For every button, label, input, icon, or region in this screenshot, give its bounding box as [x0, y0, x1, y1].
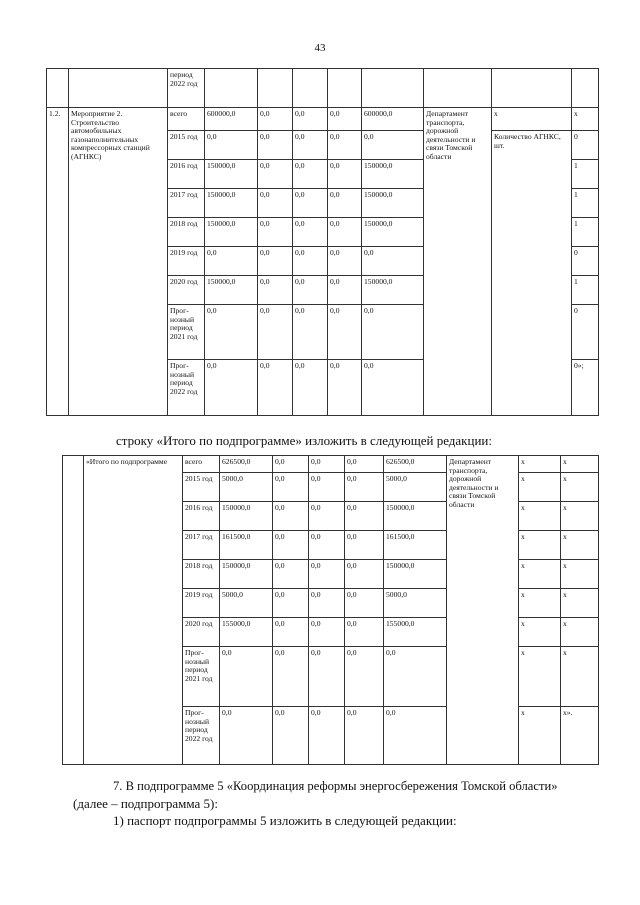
local-value: 0,0 [328, 189, 362, 218]
total-value: 150000,0 [220, 502, 273, 531]
extra-value: 150000,0 [362, 189, 424, 218]
regional-value: 0,0 [293, 276, 328, 305]
extra-value: 0,0 [362, 305, 424, 360]
regional-value: 0,0 [309, 502, 345, 531]
row-label: всего [168, 108, 205, 131]
total-value: 150000,0 [205, 218, 258, 247]
federal-value: 0,0 [258, 276, 293, 305]
indicator-value: 0 [572, 247, 599, 276]
row-label: 2017 год [183, 531, 220, 560]
indicator-value: 1 [572, 160, 599, 189]
total-value: 155000,0 [220, 618, 273, 647]
local-value: 0,0 [345, 473, 384, 502]
total-value: 0,0 [205, 247, 258, 276]
table-subprogram-activity [46, 68, 599, 416]
page-number: 43 [314, 42, 326, 54]
indicator-name: x [519, 502, 561, 531]
row-label: 2017 год [168, 189, 205, 218]
indicator-value: 0 [572, 305, 599, 360]
row-label: 2016 год [168, 160, 205, 189]
extra-value: 600000,0 [362, 108, 424, 131]
row-label: 2015 год [183, 473, 220, 502]
extra-value: 0,0 [362, 360, 424, 416]
total-value: 150000,0 [205, 160, 258, 189]
regional-value: 0,0 [309, 456, 345, 473]
indicator-value: x [561, 560, 599, 589]
local-value: 0,0 [345, 456, 384, 473]
extra-value: 150000,0 [384, 560, 447, 589]
indicator-value: 1 [572, 276, 599, 305]
row-label: Прог-нозный период 2022 год [183, 707, 220, 765]
extra-value: 150000,0 [362, 276, 424, 305]
indicator-name: Количество АГНКС, шт. [492, 131, 572, 416]
row-label: 2016 год [183, 502, 220, 531]
indicator-name: x [519, 707, 561, 765]
indicator-name: x [519, 456, 561, 473]
indicator-name: x [519, 647, 561, 707]
row-label: 2020 год [183, 618, 220, 647]
total-value: 5000,0 [220, 589, 273, 618]
indicator-value: x [561, 502, 599, 531]
regional-value: 0,0 [293, 189, 328, 218]
regional-value: 0,0 [309, 618, 345, 647]
row-label: 2018 год [168, 218, 205, 247]
extra-value: 0,0 [384, 707, 447, 765]
local-value: 0,0 [328, 247, 362, 276]
indicator-value: x [561, 647, 599, 707]
paragraph-passport: 1) паспорт подпрограммы 5 изложить в следующей редакции: [113, 813, 457, 828]
extra-value: 150000,0 [384, 502, 447, 531]
local-value: 0,0 [345, 647, 384, 707]
extra-value: 0,0 [384, 647, 447, 707]
federal-value: 0,0 [258, 108, 293, 131]
local-value: 0,0 [328, 131, 362, 160]
instruction-itogo: строку «Итого по подпрограмме» изложить в следующей редакции: [116, 433, 492, 448]
total-value: 150000,0 [205, 276, 258, 305]
extra-value: 0,0 [362, 247, 424, 276]
extra-value: 155000,0 [384, 618, 447, 647]
cell-empty [47, 69, 69, 108]
local-value: 0,0 [345, 560, 384, 589]
total-value: 0,0 [220, 707, 273, 765]
federal-value: 0,0 [258, 189, 293, 218]
regional-value: 0,0 [309, 531, 345, 560]
regional-value: 0,0 [293, 305, 328, 360]
period-label: период 2022 год [168, 69, 205, 108]
department: Департамент транспорта, дорожной деятельности и связи Томской области [447, 456, 519, 765]
indicator-name: x [519, 618, 561, 647]
local-value: 0,0 [328, 160, 362, 189]
paragraph-item-7: 7. В подпрограмме 5 «Координация реформы энергосбережения Томской области» [113, 779, 558, 793]
regional-value: 0,0 [309, 560, 345, 589]
total-value: 626500,0 [220, 456, 273, 473]
federal-value: 0,0 [258, 218, 293, 247]
indicator-value: 0»; [572, 360, 599, 416]
federal-value: 0,0 [258, 360, 293, 416]
local-value: 0,0 [345, 707, 384, 765]
table-row [63, 456, 599, 473]
row-label: 2015 год [168, 131, 205, 160]
row-label: всего [183, 456, 220, 473]
extra-value: 0,0 [362, 131, 424, 160]
row-label: 2020 год [168, 276, 205, 305]
federal-value: 0,0 [258, 305, 293, 360]
regional-value: 0,0 [309, 589, 345, 618]
row-label: Прог-нозный период 2021 год [168, 305, 205, 360]
row-label: 2019 год [168, 247, 205, 276]
total-value: 0,0 [205, 305, 258, 360]
extra-value: 626500,0 [384, 456, 447, 473]
federal-value: 0,0 [273, 589, 309, 618]
federal-value: 0,0 [273, 531, 309, 560]
indicator-value: 0 [572, 131, 599, 160]
local-value: 0,0 [328, 305, 362, 360]
extra-value: 5000,0 [384, 589, 447, 618]
regional-value: 0,0 [293, 247, 328, 276]
local-value: 0,0 [328, 360, 362, 416]
federal-value: 0,0 [273, 456, 309, 473]
extra-value: 5000,0 [384, 473, 447, 502]
federal-value: 0,0 [273, 502, 309, 531]
extra-value: 150000,0 [362, 218, 424, 247]
department: Департамент транспорта, дорожной деятельности и связи Томской области [424, 108, 492, 416]
federal-value: 0,0 [273, 707, 309, 765]
row-label: Прог-нозный период 2021 год [183, 647, 220, 707]
total-value: 150000,0 [220, 560, 273, 589]
item-number: 1.2. [47, 108, 69, 416]
indicator-name: x [519, 560, 561, 589]
indicator-value: x [561, 531, 599, 560]
local-value: 0,0 [345, 531, 384, 560]
indicator-value: x [572, 108, 599, 131]
paragraph-item-7-cont: (далее – подпрограмма 5): [73, 796, 218, 811]
indicator-value: x [561, 473, 599, 502]
total-value: 161500,0 [220, 531, 273, 560]
total-value: 0,0 [205, 360, 258, 416]
table-row [47, 108, 599, 131]
total-name: «Итого по подпрограмме [84, 456, 183, 765]
indicator-value: 1 [572, 189, 599, 218]
indicator-value: x [561, 589, 599, 618]
regional-value: 0,0 [293, 108, 328, 131]
federal-value: 0,0 [258, 160, 293, 189]
indicator-name: x [519, 531, 561, 560]
local-value: 0,0 [345, 502, 384, 531]
cell-empty [69, 69, 168, 108]
indicator-name: x [519, 589, 561, 618]
total-value: 0,0 [205, 131, 258, 160]
table-subprogram-total [62, 455, 599, 765]
row-label: Прог-нозный период 2022 год [168, 360, 205, 416]
regional-value: 0,0 [309, 647, 345, 707]
federal-value: 0,0 [273, 647, 309, 707]
federal-value: 0,0 [258, 247, 293, 276]
indicator-value: x». [561, 707, 599, 765]
row-label: 2018 год [183, 560, 220, 589]
regional-value: 0,0 [293, 360, 328, 416]
row-label: 2019 год [183, 589, 220, 618]
total-value: 5000,0 [220, 473, 273, 502]
local-value: 0,0 [345, 618, 384, 647]
federal-value: 0,0 [273, 473, 309, 502]
total-value: 600000,0 [205, 108, 258, 131]
indicator-name: x [492, 108, 572, 131]
indicator-value: 1 [572, 218, 599, 247]
regional-value: 0,0 [293, 218, 328, 247]
local-value: 0,0 [328, 218, 362, 247]
local-value: 0,0 [345, 589, 384, 618]
total-value: 0,0 [220, 647, 273, 707]
extra-value: 161500,0 [384, 531, 447, 560]
regional-value: 0,0 [293, 160, 328, 189]
indicator-value: x [561, 618, 599, 647]
item-name: Мероприятие 2. Строительство автомобильных газонаполнительных компрессорных станций (АГНКС) [69, 108, 168, 416]
local-value: 0,0 [328, 108, 362, 131]
total-value: 150000,0 [205, 189, 258, 218]
local-value: 0,0 [328, 276, 362, 305]
regional-value: 0,0 [293, 131, 328, 160]
federal-value: 0,0 [273, 618, 309, 647]
federal-value: 0,0 [273, 560, 309, 589]
indicator-name: x [519, 473, 561, 502]
indicator-value: x [561, 456, 599, 473]
extra-value: 150000,0 [362, 160, 424, 189]
regional-value: 0,0 [309, 473, 345, 502]
regional-value: 0,0 [309, 707, 345, 765]
federal-value: 0,0 [258, 131, 293, 160]
cell-empty [63, 456, 84, 765]
